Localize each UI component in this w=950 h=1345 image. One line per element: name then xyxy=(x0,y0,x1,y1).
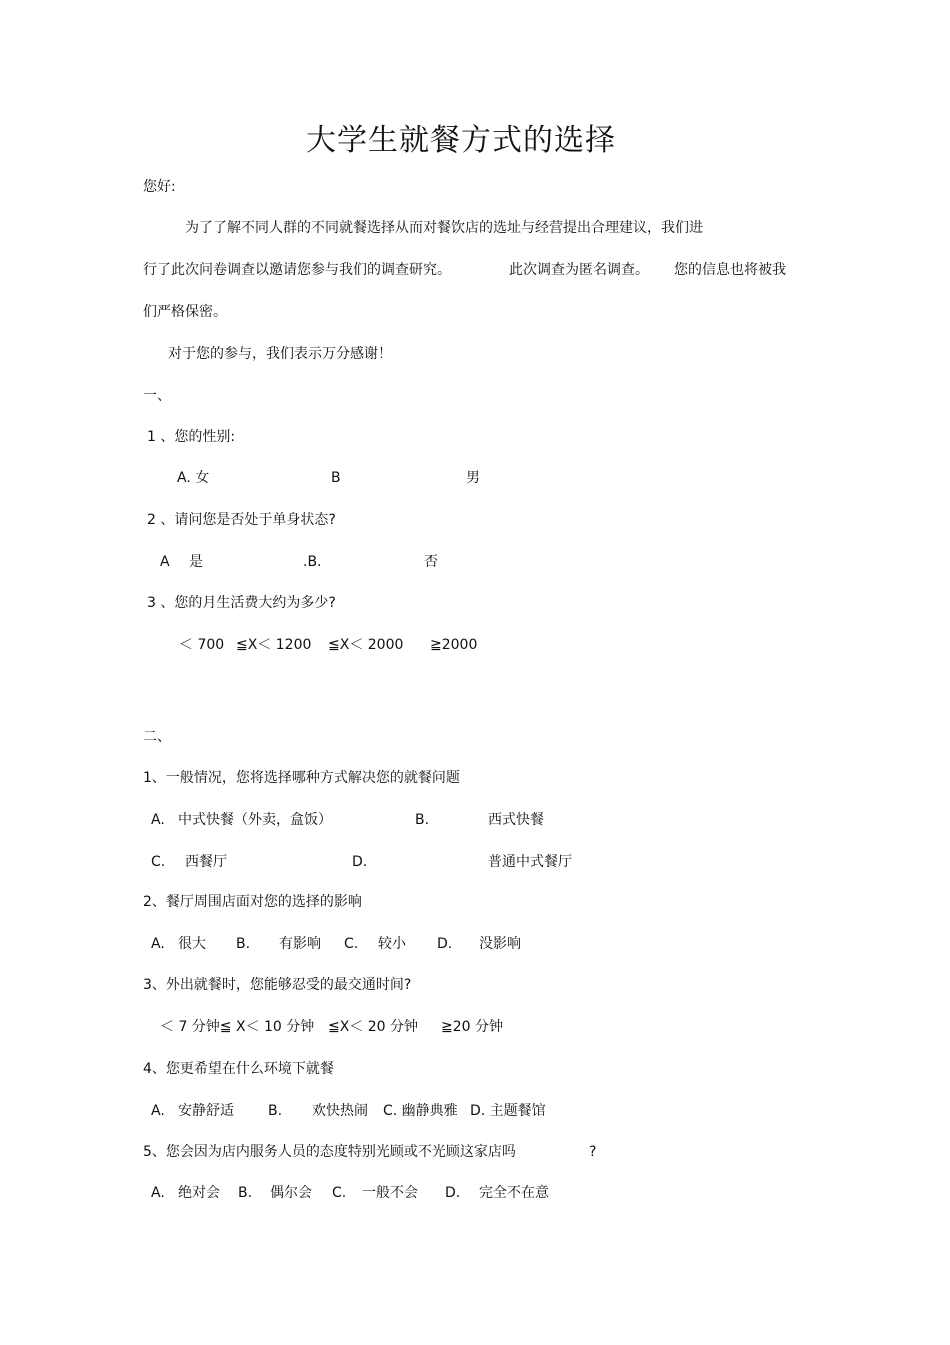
s2-q1-option-a: A. xyxy=(151,812,165,828)
s2-q2-option-b-text: 有影响 xyxy=(279,936,321,952)
intro-line-1: 为了了解不同人群的不同就餐选择从而对餐饮店的选址与经营提出合理建议，我们进 xyxy=(185,220,703,236)
s2-q3-option-1: ＜ 7 分钟≦ X＜ 10 分钟 xyxy=(160,1019,315,1035)
section-2-heading: 二、 xyxy=(143,729,171,745)
s1-q3-option-2: ≦X＜ 1200 xyxy=(236,637,312,653)
s2-q5-option-b-text: 偶尔会 xyxy=(270,1185,312,1201)
s1-q3-option-3: ≦X＜ 2000 xyxy=(328,637,404,653)
s2-q1-option-b: B. xyxy=(415,812,430,828)
s1-q3-option-4: ≧2000 xyxy=(430,637,478,653)
s2-question-3: 3、外出就餐时，您能够忍受的最交通时间? xyxy=(143,977,412,993)
s1-question-3: 3 、您的月生活费大约为多少? xyxy=(147,595,336,611)
s1-q1-option-b: B xyxy=(331,470,341,486)
thanks-line: 对于您的参与，我们表示万分感谢！ xyxy=(168,346,392,362)
intro-line-2c: 您的信息也将被我 xyxy=(674,262,786,278)
s1-q2-option-a: A xyxy=(160,554,170,570)
s2-q2-option-d: D. xyxy=(437,936,453,952)
s2-q2-option-a: A. xyxy=(151,936,165,952)
s2-q1-option-c-text: 西餐厅 xyxy=(185,854,227,870)
s2-question-1: 1、一般情况，您将选择哪种方式解决您的就餐问题 xyxy=(143,770,460,786)
s1-q1-option-b-text: 男 xyxy=(466,470,480,486)
s2-question-2: 2、餐厅周围店面对您的选择的影响 xyxy=(143,894,362,910)
s1-q1-option-a: A. 女 xyxy=(177,470,210,486)
s1-question-1: 1 、您的性别: xyxy=(147,429,236,445)
s1-q2-option-b: .B. xyxy=(303,554,322,570)
s2-q5-option-d-text: 完全不在意 xyxy=(479,1185,549,1201)
s2-q2-option-c-text: 较小 xyxy=(378,936,406,952)
s2-q2-option-b: B. xyxy=(236,936,251,952)
intro-line-3: 们严格保密。 xyxy=(143,304,227,320)
s2-q5-option-c: C. xyxy=(332,1185,347,1201)
page-title: 大学生就餐方式的选择 xyxy=(306,123,616,158)
s2-q1-option-b-text: 西式快餐 xyxy=(488,812,544,828)
s2-q5-option-a-text: 绝对会 xyxy=(178,1185,220,1201)
s2-question-4: 4、您更希望在什么环境下就餐 xyxy=(143,1061,334,1077)
greeting: 您好: xyxy=(143,179,176,195)
s2-q5-option-c-text: 一般不会 xyxy=(362,1185,418,1201)
s1-q3-option-1: ＜ 700 xyxy=(179,637,225,653)
s2-q1-option-a-text: 中式快餐（外卖，盒饭） xyxy=(178,812,332,828)
s2-q1-option-d-text: 普通中式餐厅 xyxy=(488,854,572,870)
s2-q4-option-a: A. xyxy=(151,1103,165,1119)
s1-q2-option-b-text: 否 xyxy=(424,554,438,570)
s2-q5-option-b: B. xyxy=(238,1185,253,1201)
s2-q4-option-b-text: 欢快热闹 xyxy=(312,1103,368,1119)
s2-q1-option-d: D. xyxy=(352,854,368,870)
s2-q2-option-d-text: 没影响 xyxy=(479,936,521,952)
s2-q4-option-a-text: 安静舒适 xyxy=(178,1103,234,1119)
s2-q2-option-a-text: 很大 xyxy=(178,936,206,952)
section-1-heading: 一、 xyxy=(143,388,171,404)
s2-q4-option-b: B. xyxy=(268,1103,283,1119)
s2-question-5: 5、您会因为店内服务人员的态度特别光顾或不光顾这家店吗 xyxy=(143,1144,516,1160)
s2-q5-option-a: A. xyxy=(151,1185,165,1201)
s2-q4-option-d: D. 主题餐馆 xyxy=(470,1103,546,1119)
s2-q5-option-d: D. xyxy=(445,1185,461,1201)
s2-q3-option-3: ≧20 分钟 xyxy=(441,1019,503,1035)
s1-question-2: 2 、请问您是否处于单身状态? xyxy=(147,512,336,528)
s2-q3-option-2: ≦X＜ 20 分钟 xyxy=(328,1019,419,1035)
s2-q2-option-c: C. xyxy=(344,936,359,952)
s2-q4-option-c: C. 幽静典雅 xyxy=(383,1103,458,1119)
s2-question-5-mark: ? xyxy=(589,1144,597,1160)
intro-line-2b: 此次调查为匿名调查。 xyxy=(509,262,649,278)
s2-q1-option-c: C. xyxy=(151,854,166,870)
s1-q2-option-a-text: 是 xyxy=(189,554,203,570)
intro-line-2a: 行了此次问卷调查以邀请您参与我们的调查研究。 xyxy=(143,262,451,278)
